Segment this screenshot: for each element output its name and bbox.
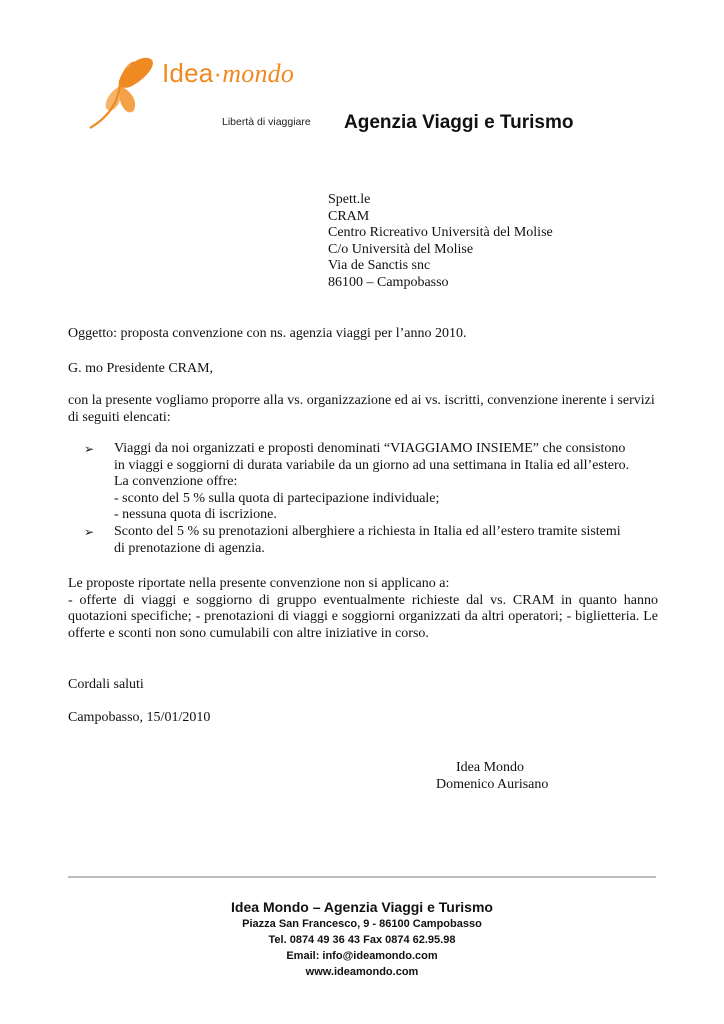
letter-subject: Oggetto: proposta convenzione con ns. agenzia viaggi per l’anno 2010. xyxy=(68,326,467,341)
recipient-line: Spett.le xyxy=(328,192,371,207)
letter-salutation: G. mo Presidente CRAM, xyxy=(68,361,214,376)
recipient-line: CRAM xyxy=(328,208,370,224)
footer-company: Idea Mondo – Agenzia Viaggi e Turismo xyxy=(231,899,493,915)
list-item: ➢ Viaggi da noi organizzati e proposti denominati “VIAGGIAMO INSIEME” che consistono in viaggi e soggiorni di durata variabile da un giorno ad una settimana in Italia ed all’estero. La convenzione offre: - sconto del 5 % sulla quota di partecipazione individuale; - nessuna quota di iscrizione. xyxy=(84,441,630,523)
agency-title: Agenzia Viaggi e Turismo xyxy=(344,112,574,133)
logo-brand: Idea·mondo xyxy=(162,58,295,88)
list-item: ➢ Sconto del 5 % su prenotazioni alberghiere a richiesta in Italia ed all’estero tramite sistemi di prenotazione di agenzia. xyxy=(84,523,621,556)
footer-address: Piazza San Francesco, 9 - 86100 Campobasso xyxy=(242,918,482,930)
footer xyxy=(0,898,724,980)
recipient-line: Centro Ricreativo Università del Molise xyxy=(328,225,553,241)
signature-block xyxy=(436,760,548,793)
offer-list xyxy=(84,441,658,557)
butterfly-icon xyxy=(80,56,160,134)
recipient-line: 86100 – Campobasso xyxy=(328,274,449,290)
recipient-address xyxy=(328,192,553,292)
footer-divider xyxy=(68,876,656,878)
exclusions-text: - offerte di viaggi e soggiorno di gruppo eventualmente richieste dal vs. CRAM in quanto hanno quotazioni specifiche; - prenotazioni di viaggi e soggiorni organizzati da altri operatori; - biglietteria. Le offerte e sconti non sono cumulabili con altre iniziative in corso. xyxy=(68,592,658,641)
arrow-bullet-icon: ➢ xyxy=(84,524,95,539)
recipient-line: Via de Sanctis snc xyxy=(328,258,431,274)
closing: Cordali saluti xyxy=(68,677,144,692)
recipient-line: C/o Università del Molise xyxy=(328,241,474,257)
footer-website: www.ideamondo.com xyxy=(305,966,419,978)
signature-name: Domenico Aurisano xyxy=(436,776,549,792)
place-date: Campobasso, 15/01/2010 xyxy=(68,710,211,725)
arrow-bullet-icon: ➢ xyxy=(84,442,95,456)
logo-tagline: Libertà di viaggiare xyxy=(222,116,311,128)
exclusions-intro: Le proposte riportate nella presente convenzione non si applicano a: xyxy=(68,576,450,591)
signature-company: Idea Mondo xyxy=(456,760,525,775)
footer-phones: Tel. 0874 49 36 43 Fax 0874 62.95.98 xyxy=(268,934,456,946)
letter-intro: con la presente vogliamo proporre alla vs. organizzazione ed ai vs. iscritti, convenzione inerente i servizi di seguiti elencati: xyxy=(68,393,655,425)
exclusions-block xyxy=(68,576,658,642)
company-logo xyxy=(80,56,316,134)
footer-email: Email: info@ideamondo.com xyxy=(286,950,438,962)
